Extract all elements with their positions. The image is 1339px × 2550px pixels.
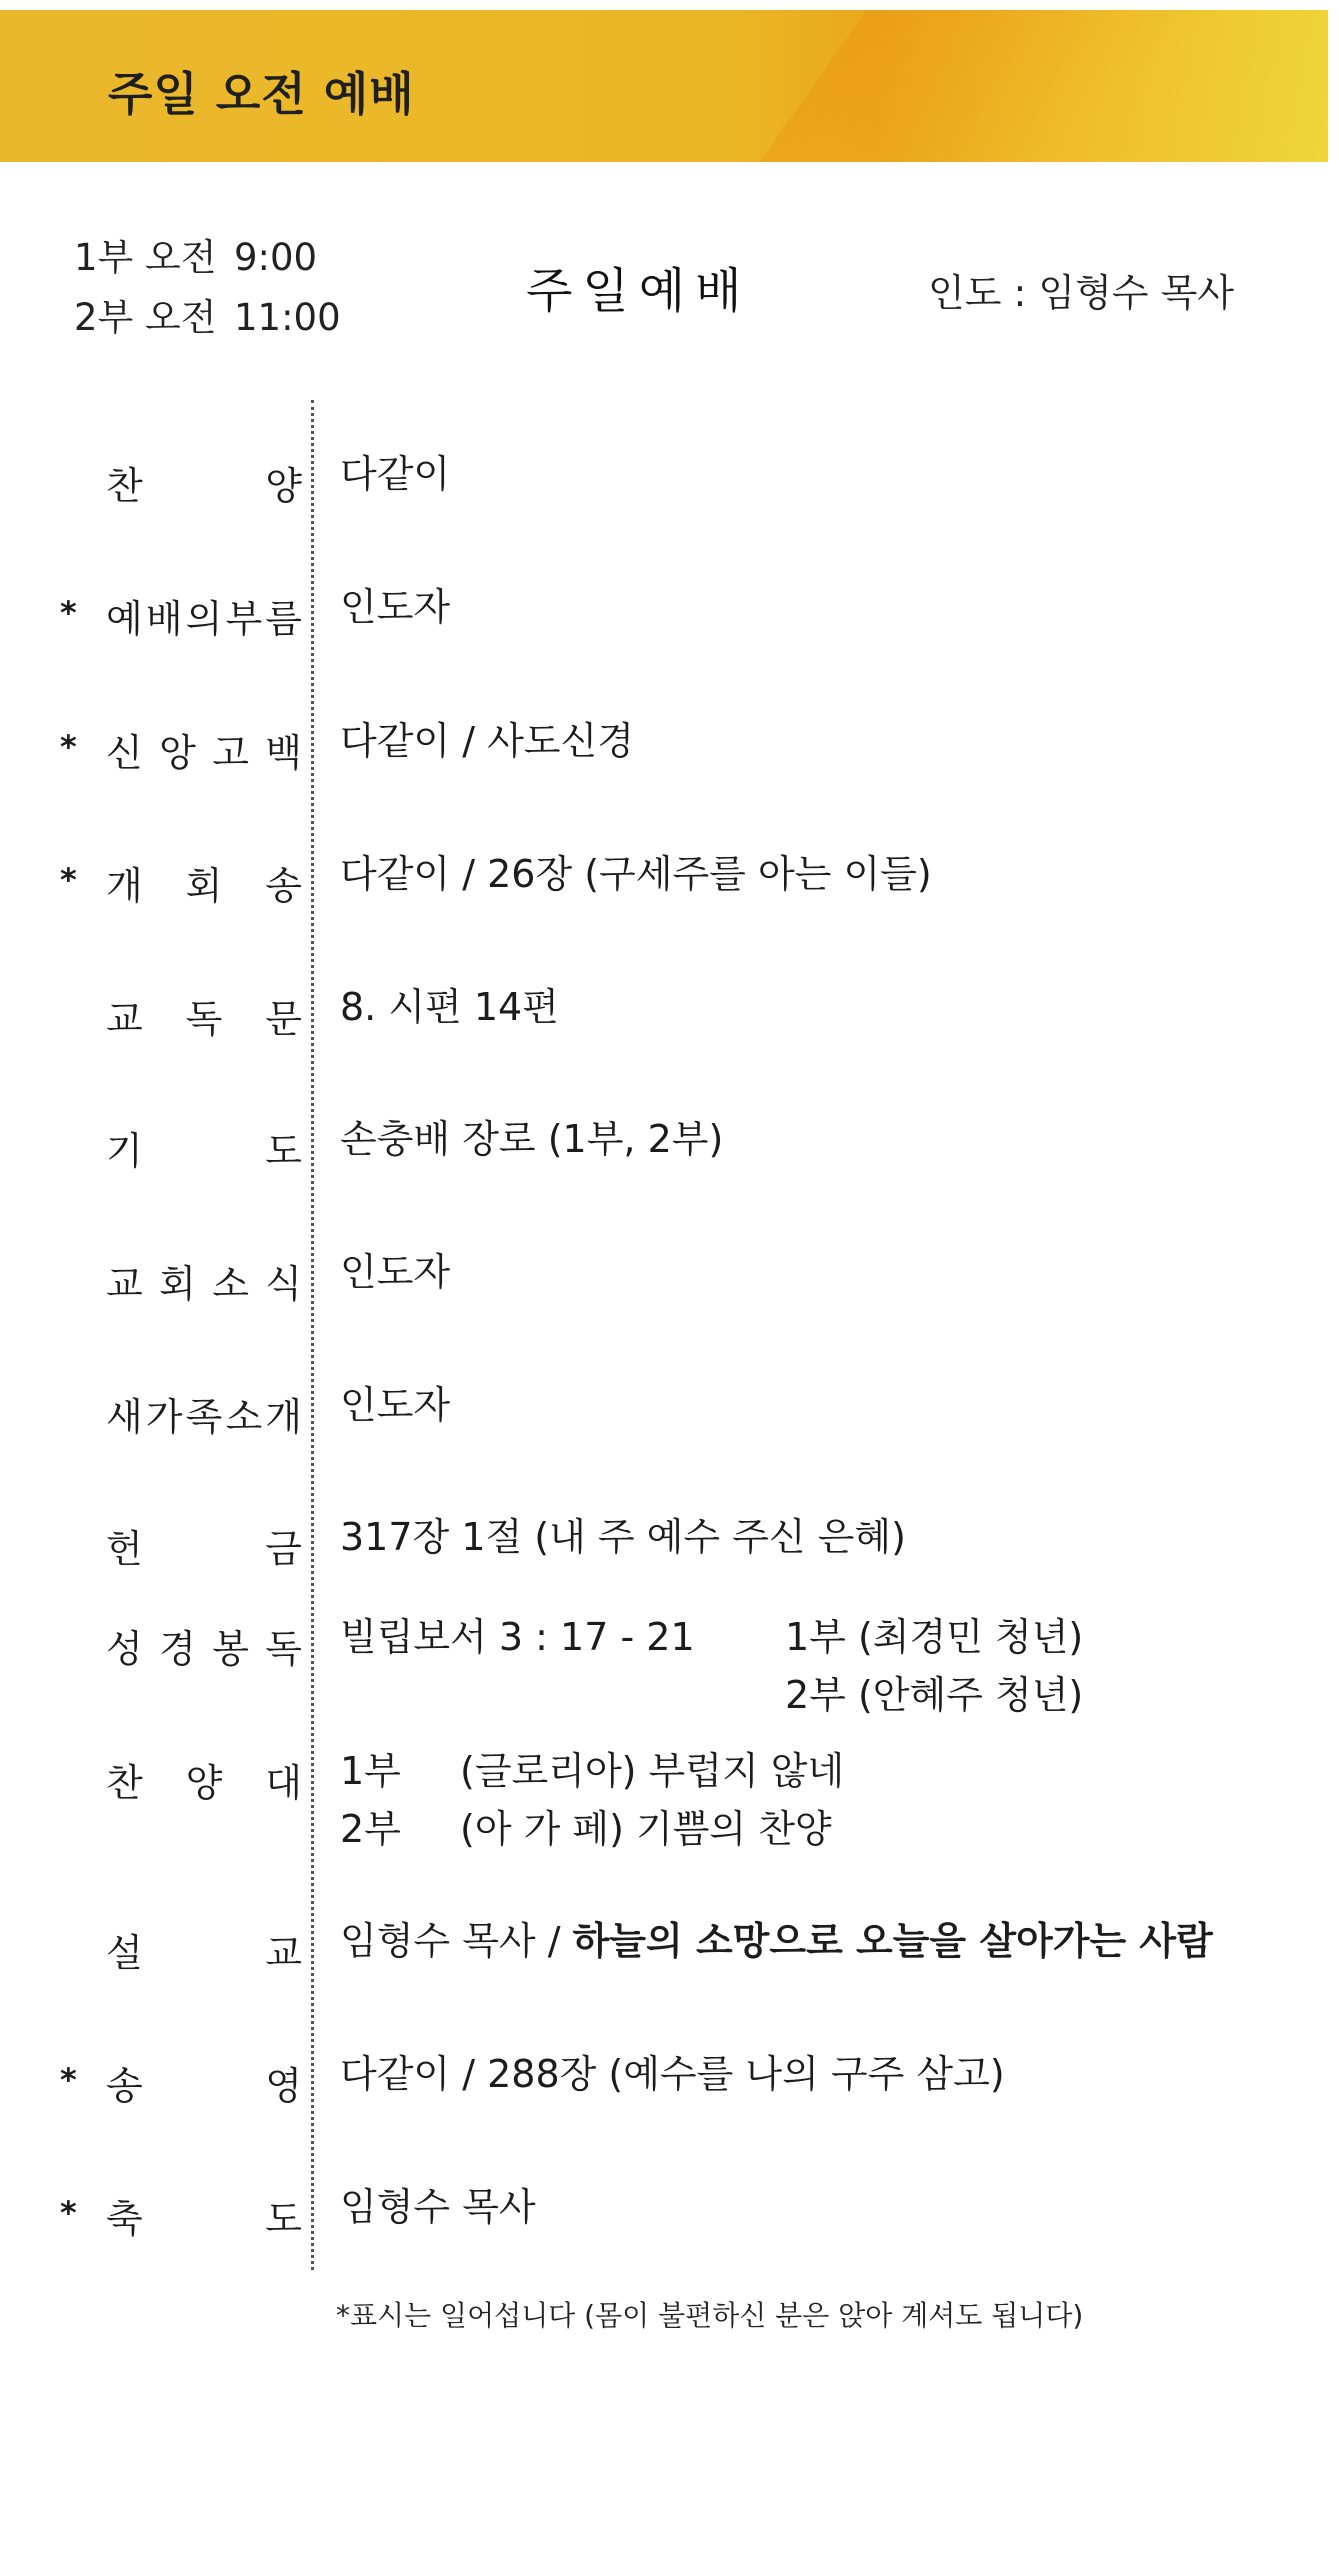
worship-item-label: 찬 양 대	[106, 1761, 302, 1805]
worship-item-value: 인도자	[340, 1383, 451, 1427]
worship-item-label: 설 교	[106, 1931, 302, 1975]
service-times	[74, 228, 341, 348]
service-leader: 인도 : 임형수 목사	[928, 271, 1234, 315]
worship-item-value: 다같이	[340, 452, 451, 496]
service-time-1	[74, 228, 341, 288]
worship-item-label: 개 회 송	[106, 864, 302, 908]
worship-item-value: 317장 1절 (내 주 예수 주신 은혜)	[340, 1515, 906, 1559]
scripture-reader: 2부 (안혜주 청년)	[785, 1673, 1084, 1717]
worship-item-value: 손충배 장로 (1부, 2부)	[340, 1117, 724, 1161]
worship-item-value: 다같이 / 26장 (구세주를 아는 이들)	[340, 852, 932, 896]
worship-item-label: 찬 양	[106, 464, 302, 508]
worship-item-label: 성 경 봉 독	[106, 1627, 302, 1671]
worship-item-value: 2부 (아 가 페) 기쁨의 찬양	[340, 1807, 832, 1851]
worship-item-value: 인도자	[340, 1250, 451, 1294]
page-title: 주일 오전 예배	[108, 67, 415, 121]
service-time-value: 9:00	[234, 236, 318, 279]
standing-mark: *	[60, 2194, 77, 2232]
service-time-label: 2부 오전	[74, 296, 217, 339]
worship-item-label: 송 영	[106, 2064, 302, 2108]
worship-item-label: 축 도	[106, 2197, 302, 2241]
worship-item-value: 인도자	[340, 585, 451, 629]
worship-item-label: 신 앙 고 백	[106, 731, 302, 775]
worship-item-label: 새 가 족 소 개	[106, 1395, 302, 1439]
worship-item-value: 빌립보서 3 : 17 - 21	[340, 1615, 695, 1659]
worship-item-label: 교 독 문	[106, 997, 302, 1041]
standing-mark: *	[60, 2061, 77, 2099]
standing-mark: *	[60, 861, 77, 899]
worship-item-label: 헌 금	[106, 1527, 302, 1571]
service-time-value: 11:00	[234, 296, 341, 339]
worship-item-value: 다같이 / 사도신경	[340, 719, 634, 763]
worship-item-value: 8. 시편 14편	[340, 985, 559, 1029]
dotted-divider	[311, 400, 314, 2270]
worship-item-value: 1부 (글로리아) 부럽지 않네	[340, 1749, 845, 1793]
header-banner	[0, 10, 1328, 162]
worship-item-label: 예 배 의 부 름	[106, 597, 302, 641]
worship-item-value: 다같이 / 288장 (예수를 나의 구주 삼고)	[340, 2052, 1005, 2096]
sermon-title: 하늘의 소망으로 오늘을 살아가는 사람	[572, 1919, 1213, 1963]
scripture-reader: 1부 (최경민 청년)	[785, 1615, 1084, 1659]
worship-item-value: 임형수 목사 / 하늘의 소망으로 오늘을 살아가는 사람	[340, 1919, 1213, 1963]
worship-item-label: 교 회 소 식	[106, 1262, 302, 1306]
worship-item-value: 임형수 목사	[340, 2185, 536, 2229]
standing-mark: *	[60, 728, 77, 766]
service-title: 주일예배	[526, 263, 752, 319]
standing-mark: *	[60, 594, 77, 632]
service-time-2	[74, 288, 341, 348]
service-time-label: 1부 오전	[74, 236, 217, 279]
footnote: *표시는 일어섭니다 (몸이 불편하신 분은 앉아 계셔도 됩니다)	[336, 2299, 1084, 2332]
worship-item-label: 기 도	[106, 1129, 302, 1173]
